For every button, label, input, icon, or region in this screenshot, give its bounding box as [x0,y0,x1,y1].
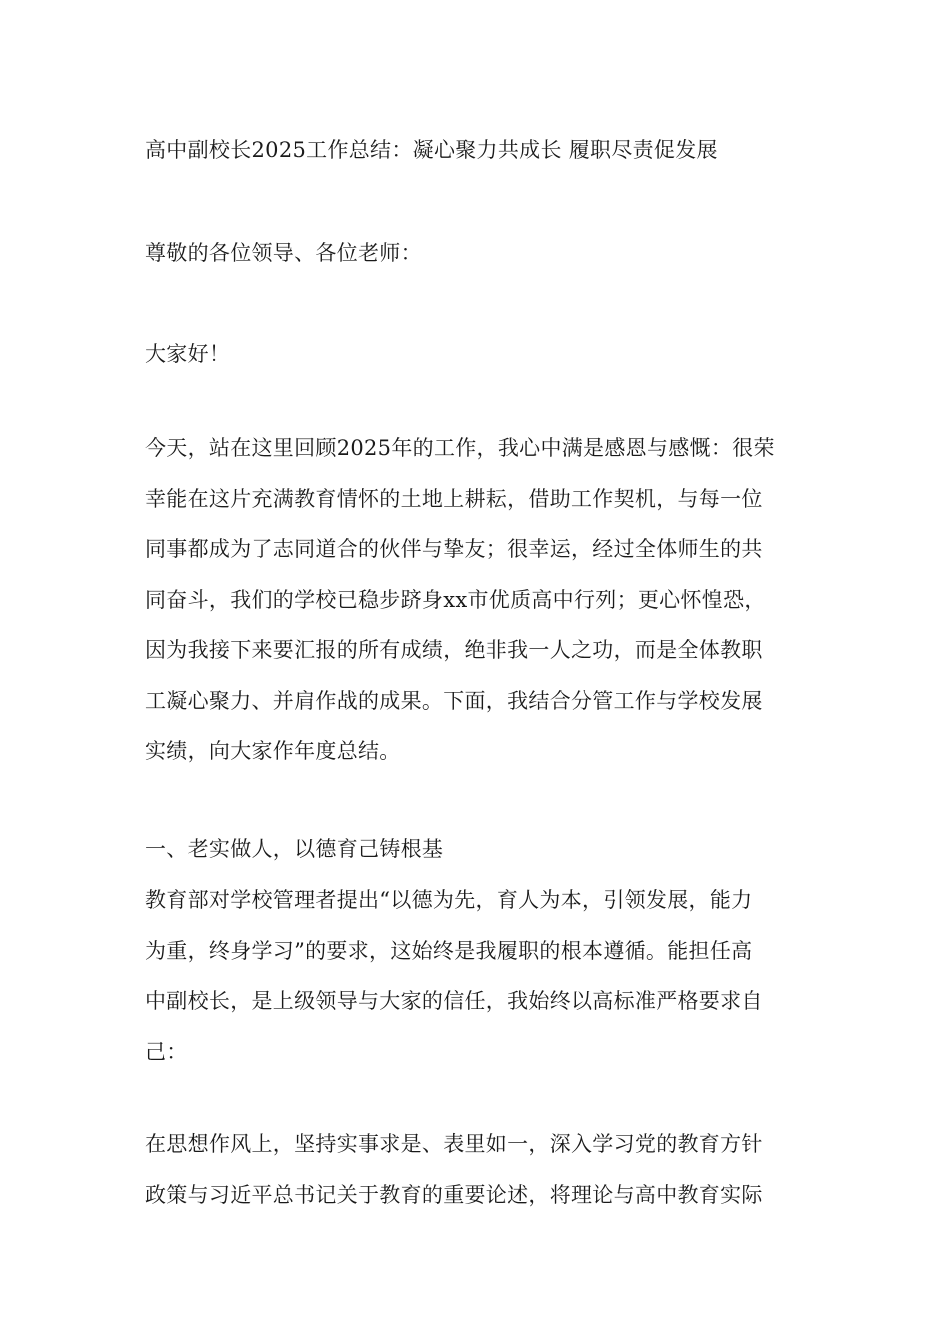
paragraph-line: 因为我接下来要汇报的所有成绩，绝非我一人之功，而是全体教职 [145,638,763,662]
paragraph-line: 中副校长，是上级领导与大家的信任，我始终以高标准严格要求自 [145,989,763,1013]
salutation-line: 尊敬的各位领导、各位老师： [145,241,422,265]
section-heading-line: 一、老实做人，以德育己铸根基 [145,837,444,861]
salutation [145,228,810,279]
paragraph-ideology [145,1119,810,1220]
document-title [145,125,810,176]
title-line: 高中副校长2025工作总结：凝心聚力共成长 履职尽责促发展 [145,138,718,162]
paragraph-line: 政策与习近平总书记关于教育的重要论述，将理论与高中教育实际 [145,1182,763,1207]
paragraph-line: 在思想作风上，坚持实事求是、表里如一，深入学习党的教育方针 [145,1132,763,1156]
paragraph-line: 为重，终身学习”的要求，这始终是我履职的根本遵循。能担任高 [145,938,753,963]
paragraph-line: 同奋斗，我们的学校已稳步跻身xx市优质高中行列；更心怀惶恐， [145,587,766,612]
section-heading [145,824,810,875]
paragraph-line: 幸能在这片充满教育情怀的土地上耕耘，借助工作契机，与每一位 [145,486,763,511]
paragraph-line: 教育部对学校管理者提出“以德为先，育人为本，引领发展，能力 [145,888,753,912]
greeting [145,329,810,380]
paragraph-line: 己： [145,1039,188,1064]
paragraph-intro [145,423,810,777]
paragraph-line: 同事都成为了志同道合的伙伴与挚友；很幸运，经过全体师生的共 [145,537,763,561]
paragraph-line: 今天，站在这里回顾2025年的工作，我心中满是感恩与感慨：很荣 [145,436,775,460]
paragraph-requirements [145,875,810,1077]
greeting-line: 大家好！ [145,342,231,366]
paragraph-line: 实绩，向大家作年度总结。 [145,739,401,763]
paragraph-line: 工凝心聚力、并肩作战的成果。下面，我结合分管工作与学校发展 [145,688,763,713]
